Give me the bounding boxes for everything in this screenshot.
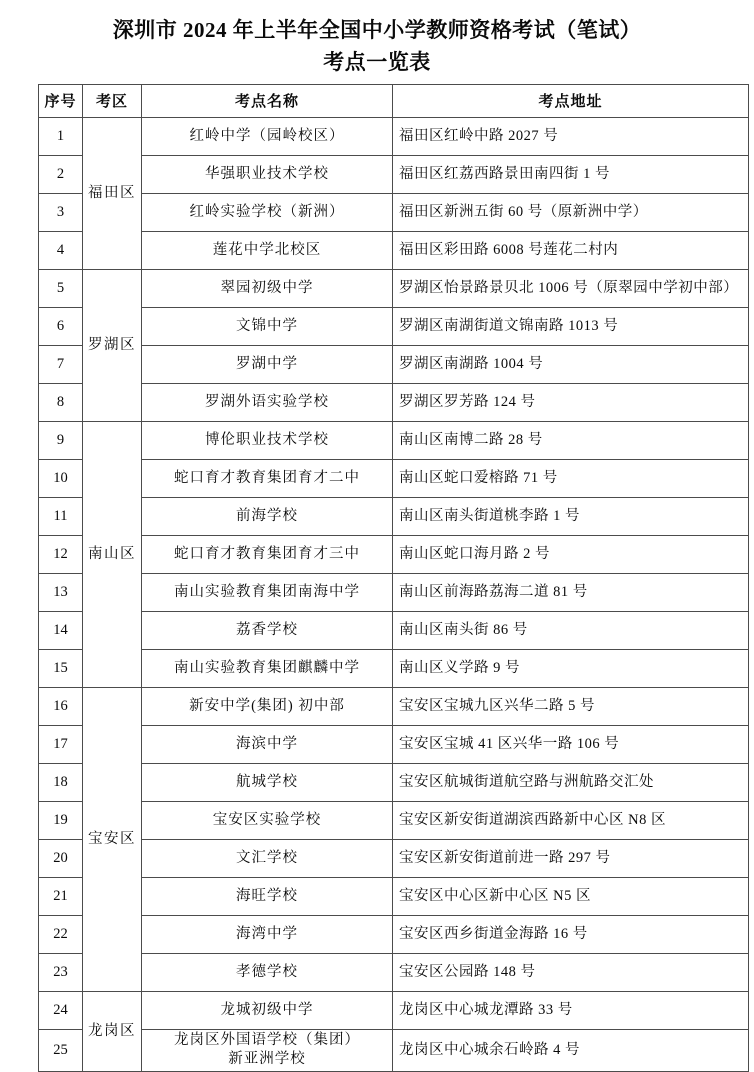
- site-address-cell: 宝安区中心区新中心区 N5 区: [393, 877, 749, 915]
- site-name-cell: 宝安区实验学校: [142, 801, 393, 839]
- row-number-cell: 25: [39, 1029, 83, 1071]
- table-row: [39, 459, 749, 497]
- site-name-cell: 海滨中学: [142, 725, 393, 763]
- row-number-cell: 5: [39, 269, 83, 307]
- site-address-cell: 南山区义学路 9 号: [393, 649, 749, 687]
- site-name-cell: 博伦职业技术学校: [142, 421, 393, 459]
- table-row: [39, 725, 749, 763]
- row-number-cell: 4: [39, 231, 83, 269]
- col-header-district: 考区: [83, 84, 142, 117]
- row-number-cell: 7: [39, 345, 83, 383]
- table-row: [39, 877, 749, 915]
- site-address-cell: 罗湖区怡景路景贝北 1006 号（原翠园中学初中部）: [393, 269, 749, 307]
- table-row: [39, 383, 749, 421]
- district-cell: 南山区: [83, 421, 142, 687]
- site-name-cell: 孝德学校: [142, 953, 393, 991]
- row-number-cell: 24: [39, 991, 83, 1029]
- site-name-cell: 荔香学校: [142, 611, 393, 649]
- site-name-cell: 蛇口育才教育集团育才三中: [142, 535, 393, 573]
- table-row: [39, 801, 749, 839]
- site-address-cell: 宝安区新安街道湖滨西路新中心区 N8 区: [393, 801, 749, 839]
- table-row: [39, 421, 749, 459]
- site-name-cell: 航城学校: [142, 763, 393, 801]
- row-number-cell: 9: [39, 421, 83, 459]
- row-number-cell: 22: [39, 915, 83, 953]
- site-address-cell: 龙岗区中心城龙潭路 33 号: [393, 991, 749, 1029]
- table-row: [39, 839, 749, 877]
- title-line-2: 考点一览表: [323, 49, 431, 74]
- site-address-cell: 福田区新洲五街 60 号（原新洲中学）: [393, 193, 749, 231]
- site-address-cell: 宝安区新安街道前进一路 297 号: [393, 839, 749, 877]
- site-address-cell: 福田区红荔西路景田南四街 1 号: [393, 155, 749, 193]
- page-title: [0, 15, 754, 79]
- row-number-cell: 17: [39, 725, 83, 763]
- site-name-cell: 南山实验教育集团南海中学: [142, 573, 393, 611]
- table-row: [39, 155, 749, 193]
- table-row: [39, 345, 749, 383]
- table-row: [39, 117, 749, 155]
- district-cell: 宝安区: [83, 687, 142, 991]
- site-name-cell: 海旺学校: [142, 877, 393, 915]
- site-name-cell: 南山实验教育集团麒麟中学: [142, 649, 393, 687]
- site-address-cell: 龙岗区中心城余石岭路 4 号: [393, 1029, 749, 1071]
- table-row: [39, 307, 749, 345]
- row-number-cell: 8: [39, 383, 83, 421]
- site-name-cell: 文汇学校: [142, 839, 393, 877]
- table-row: [39, 953, 749, 991]
- row-number-cell: 11: [39, 497, 83, 535]
- col-header-serial-number: 序号: [39, 84, 83, 117]
- table-row: [39, 1029, 749, 1071]
- row-number-cell: 19: [39, 801, 83, 839]
- site-address-cell: 宝安区宝城 41 区兴华一路 106 号: [393, 725, 749, 763]
- site-name-cell: 海湾中学: [142, 915, 393, 953]
- document-page: [0, 15, 754, 1068]
- district-cell: 龙岗区: [83, 991, 142, 1071]
- site-name-cell: 前海学校: [142, 497, 393, 535]
- table-row: [39, 193, 749, 231]
- table-row: [39, 611, 749, 649]
- table-header-row: [39, 84, 749, 117]
- site-address-cell: 南山区前海路荔海二道 81 号: [393, 573, 749, 611]
- table-row: [39, 573, 749, 611]
- table-row: [39, 915, 749, 953]
- row-number-cell: 10: [39, 459, 83, 497]
- col-header-site-name: 考点名称: [142, 84, 393, 117]
- site-name-cell: 文锦中学: [142, 307, 393, 345]
- row-number-cell: 6: [39, 307, 83, 345]
- table-row: [39, 269, 749, 307]
- site-address-cell: 南山区蛇口海月路 2 号: [393, 535, 749, 573]
- site-address-cell: 宝安区西乡街道金海路 16 号: [393, 915, 749, 953]
- exam-sites-table: [38, 84, 749, 1072]
- site-address-cell: 福田区红岭中路 2027 号: [393, 117, 749, 155]
- row-number-cell: 23: [39, 953, 83, 991]
- row-number-cell: 3: [39, 193, 83, 231]
- site-address-cell: 罗湖区南湖路 1004 号: [393, 345, 749, 383]
- table-row: [39, 687, 749, 725]
- table-body: [39, 117, 749, 1071]
- row-number-cell: 15: [39, 649, 83, 687]
- site-address-cell: 宝安区宝城九区兴华二路 5 号: [393, 687, 749, 725]
- title-line-1: 深圳市 2024 年上半年全国中小学教师资格考试（笔试）: [112, 18, 642, 42]
- row-number-cell: 12: [39, 535, 83, 573]
- site-address-cell: 罗湖区南湖街道文锦南路 1013 号: [393, 307, 749, 345]
- row-number-cell: 21: [39, 877, 83, 915]
- site-name-cell: 华强职业技术学校: [142, 155, 393, 193]
- site-name-cell: 龙城初级中学: [142, 991, 393, 1029]
- site-address-cell: 宝安区公园路 148 号: [393, 953, 749, 991]
- site-address-cell: 宝安区航城街道航空路与洲航路交汇处: [393, 763, 749, 801]
- row-number-cell: 18: [39, 763, 83, 801]
- row-number-cell: 20: [39, 839, 83, 877]
- site-name-cell: 红岭中学（园岭校区）: [142, 117, 393, 155]
- table-row: [39, 497, 749, 535]
- row-number-cell: 16: [39, 687, 83, 725]
- site-name-cell: 莲花中学北校区: [142, 231, 393, 269]
- row-number-cell: 13: [39, 573, 83, 611]
- site-address-cell: 福田区彩田路 6008 号莲花二村内: [393, 231, 749, 269]
- site-name-cell: 新安中学(集团) 初中部: [142, 687, 393, 725]
- site-name-cell: 龙岗区外国语学校（集团） 新亚洲学校: [142, 1029, 393, 1071]
- col-header-site-address: 考点地址: [393, 84, 749, 117]
- site-address-cell: 南山区南博二路 28 号: [393, 421, 749, 459]
- row-number-cell: 2: [39, 155, 83, 193]
- table-row: [39, 649, 749, 687]
- site-name-cell: 罗湖外语实验学校: [142, 383, 393, 421]
- site-name-cell: 翠园初级中学: [142, 269, 393, 307]
- table-row: [39, 231, 749, 269]
- district-cell: 福田区: [83, 117, 142, 269]
- table-row: [39, 535, 749, 573]
- row-number-cell: 1: [39, 117, 83, 155]
- district-cell: 罗湖区: [83, 269, 142, 421]
- table-row: [39, 763, 749, 801]
- table-row: [39, 991, 749, 1029]
- site-address-cell: 南山区南头街 86 号: [393, 611, 749, 649]
- site-name-cell: 红岭实验学校（新洲）: [142, 193, 393, 231]
- site-address-cell: 罗湖区罗芳路 124 号: [393, 383, 749, 421]
- site-address-cell: 南山区蛇口爱榕路 71 号: [393, 459, 749, 497]
- site-name-cell: 罗湖中学: [142, 345, 393, 383]
- site-name-cell: 蛇口育才教育集团育才二中: [142, 459, 393, 497]
- site-address-cell: 南山区南头街道桃李路 1 号: [393, 497, 749, 535]
- row-number-cell: 14: [39, 611, 83, 649]
